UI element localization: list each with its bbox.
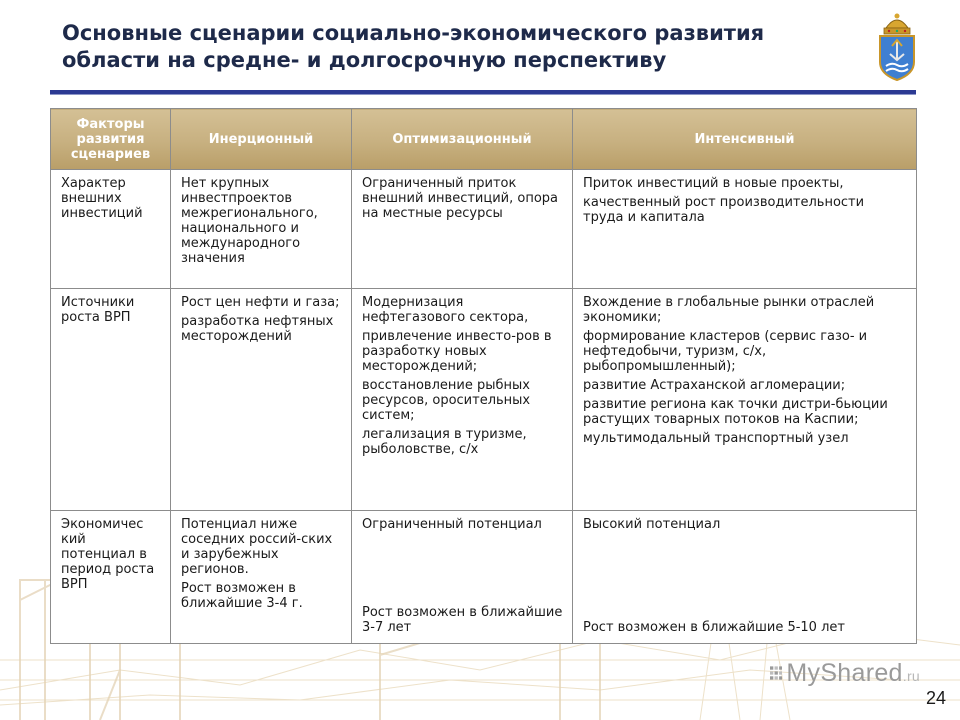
cell-text: Приток инвестиций в новые проекты,	[583, 176, 844, 191]
cell-text: развитие региона как точки дистри-бьюции растущих товарных потоков на Каспии;	[583, 397, 888, 427]
row-factor-label: Характер внешних инвестиций	[51, 170, 171, 289]
table-row	[51, 170, 917, 289]
cell-text: Ограниченный приток внешний инвестиций, опора на местные ресурсы	[362, 176, 558, 221]
cell-text: Рост возможен в ближайшие 3-4 г.	[181, 581, 303, 611]
cell-text: Потенциал ниже соседних россий-ских и зарубежных регионов.	[181, 517, 333, 577]
cell-text: развитие Астраханской агломерации;	[583, 378, 846, 393]
cell-intensive	[573, 511, 917, 644]
cell-text: Ограниченный потенциал	[362, 517, 542, 532]
table-row	[51, 289, 917, 511]
title-divider	[50, 90, 916, 95]
cell-inertial	[171, 511, 352, 644]
slide-title-line-2: области на средне- и долгосрочную перспективу	[62, 48, 667, 72]
cell-inertial	[171, 170, 352, 289]
watermark-brand: MyShared	[786, 658, 903, 687]
cell-intensive	[573, 289, 917, 511]
cell-text: Рост возможен в ближайшие 3-7 лет	[362, 605, 563, 635]
cell-text: Высокий потенциал	[583, 517, 721, 532]
cell-text: восстановление рыбных ресурсов, оросительных систем;	[362, 378, 531, 423]
cell-text: Рост возможен в ближайшие 5-10 лет	[583, 620, 845, 635]
cell-text: Вхождение в глобальные рынки отраслей экономики;	[583, 295, 875, 325]
cell-text: разработка нефтяных месторождений	[181, 314, 334, 344]
header-inertial: Инерционный	[171, 109, 352, 170]
row-factor-label: Экономичес кий потенциал в период роста ВРП	[51, 511, 171, 644]
slide-title-line-1: Основные сценарии социально-экономического развития	[62, 21, 765, 45]
cell-optimization	[352, 289, 573, 511]
cell-text: легализация в туризме, рыболовстве, с/х	[362, 427, 527, 457]
cell-text: Модернизация нефтегазового сектора,	[362, 295, 529, 325]
cell-text: качественный рост производительности труда и капитала	[583, 195, 865, 225]
cell-text: Нет крупных инвестпроектов межрегионального, национального и международного значения	[181, 176, 318, 266]
table-row	[51, 511, 917, 644]
myshared-logo-icon	[770, 657, 782, 689]
cell-optimization	[352, 511, 573, 644]
header-factors: Факторы развития сценариев	[51, 109, 171, 170]
cell-text: формирование кластеров (сервис газо- и нефтедобычи, туризм, с/х, рыбопромышленный);	[583, 329, 868, 374]
cell-inertial	[171, 289, 352, 511]
cell-text: Рост цен нефти и газа;	[181, 295, 340, 310]
slide-title	[62, 20, 862, 74]
astrakhan-coat-of-arms-icon	[872, 10, 922, 82]
myshared-watermark	[770, 654, 920, 692]
cell-text: привлечение инвесто-ров в разработку новых месторождений;	[362, 329, 552, 374]
watermark-tld: .ru	[902, 667, 920, 684]
header-optimization: Оптимизационный	[352, 109, 573, 170]
cell-intensive	[573, 170, 917, 289]
header-intensive: Интенсивный	[573, 109, 917, 170]
table-header-row	[51, 109, 917, 170]
row-factor-label: Источники роста ВРП	[51, 289, 171, 511]
page-number: 24	[926, 688, 947, 708]
cell-optimization	[352, 170, 573, 289]
cell-text: мультимодальный транспортный узел	[583, 431, 849, 446]
scenarios-table	[50, 108, 917, 644]
